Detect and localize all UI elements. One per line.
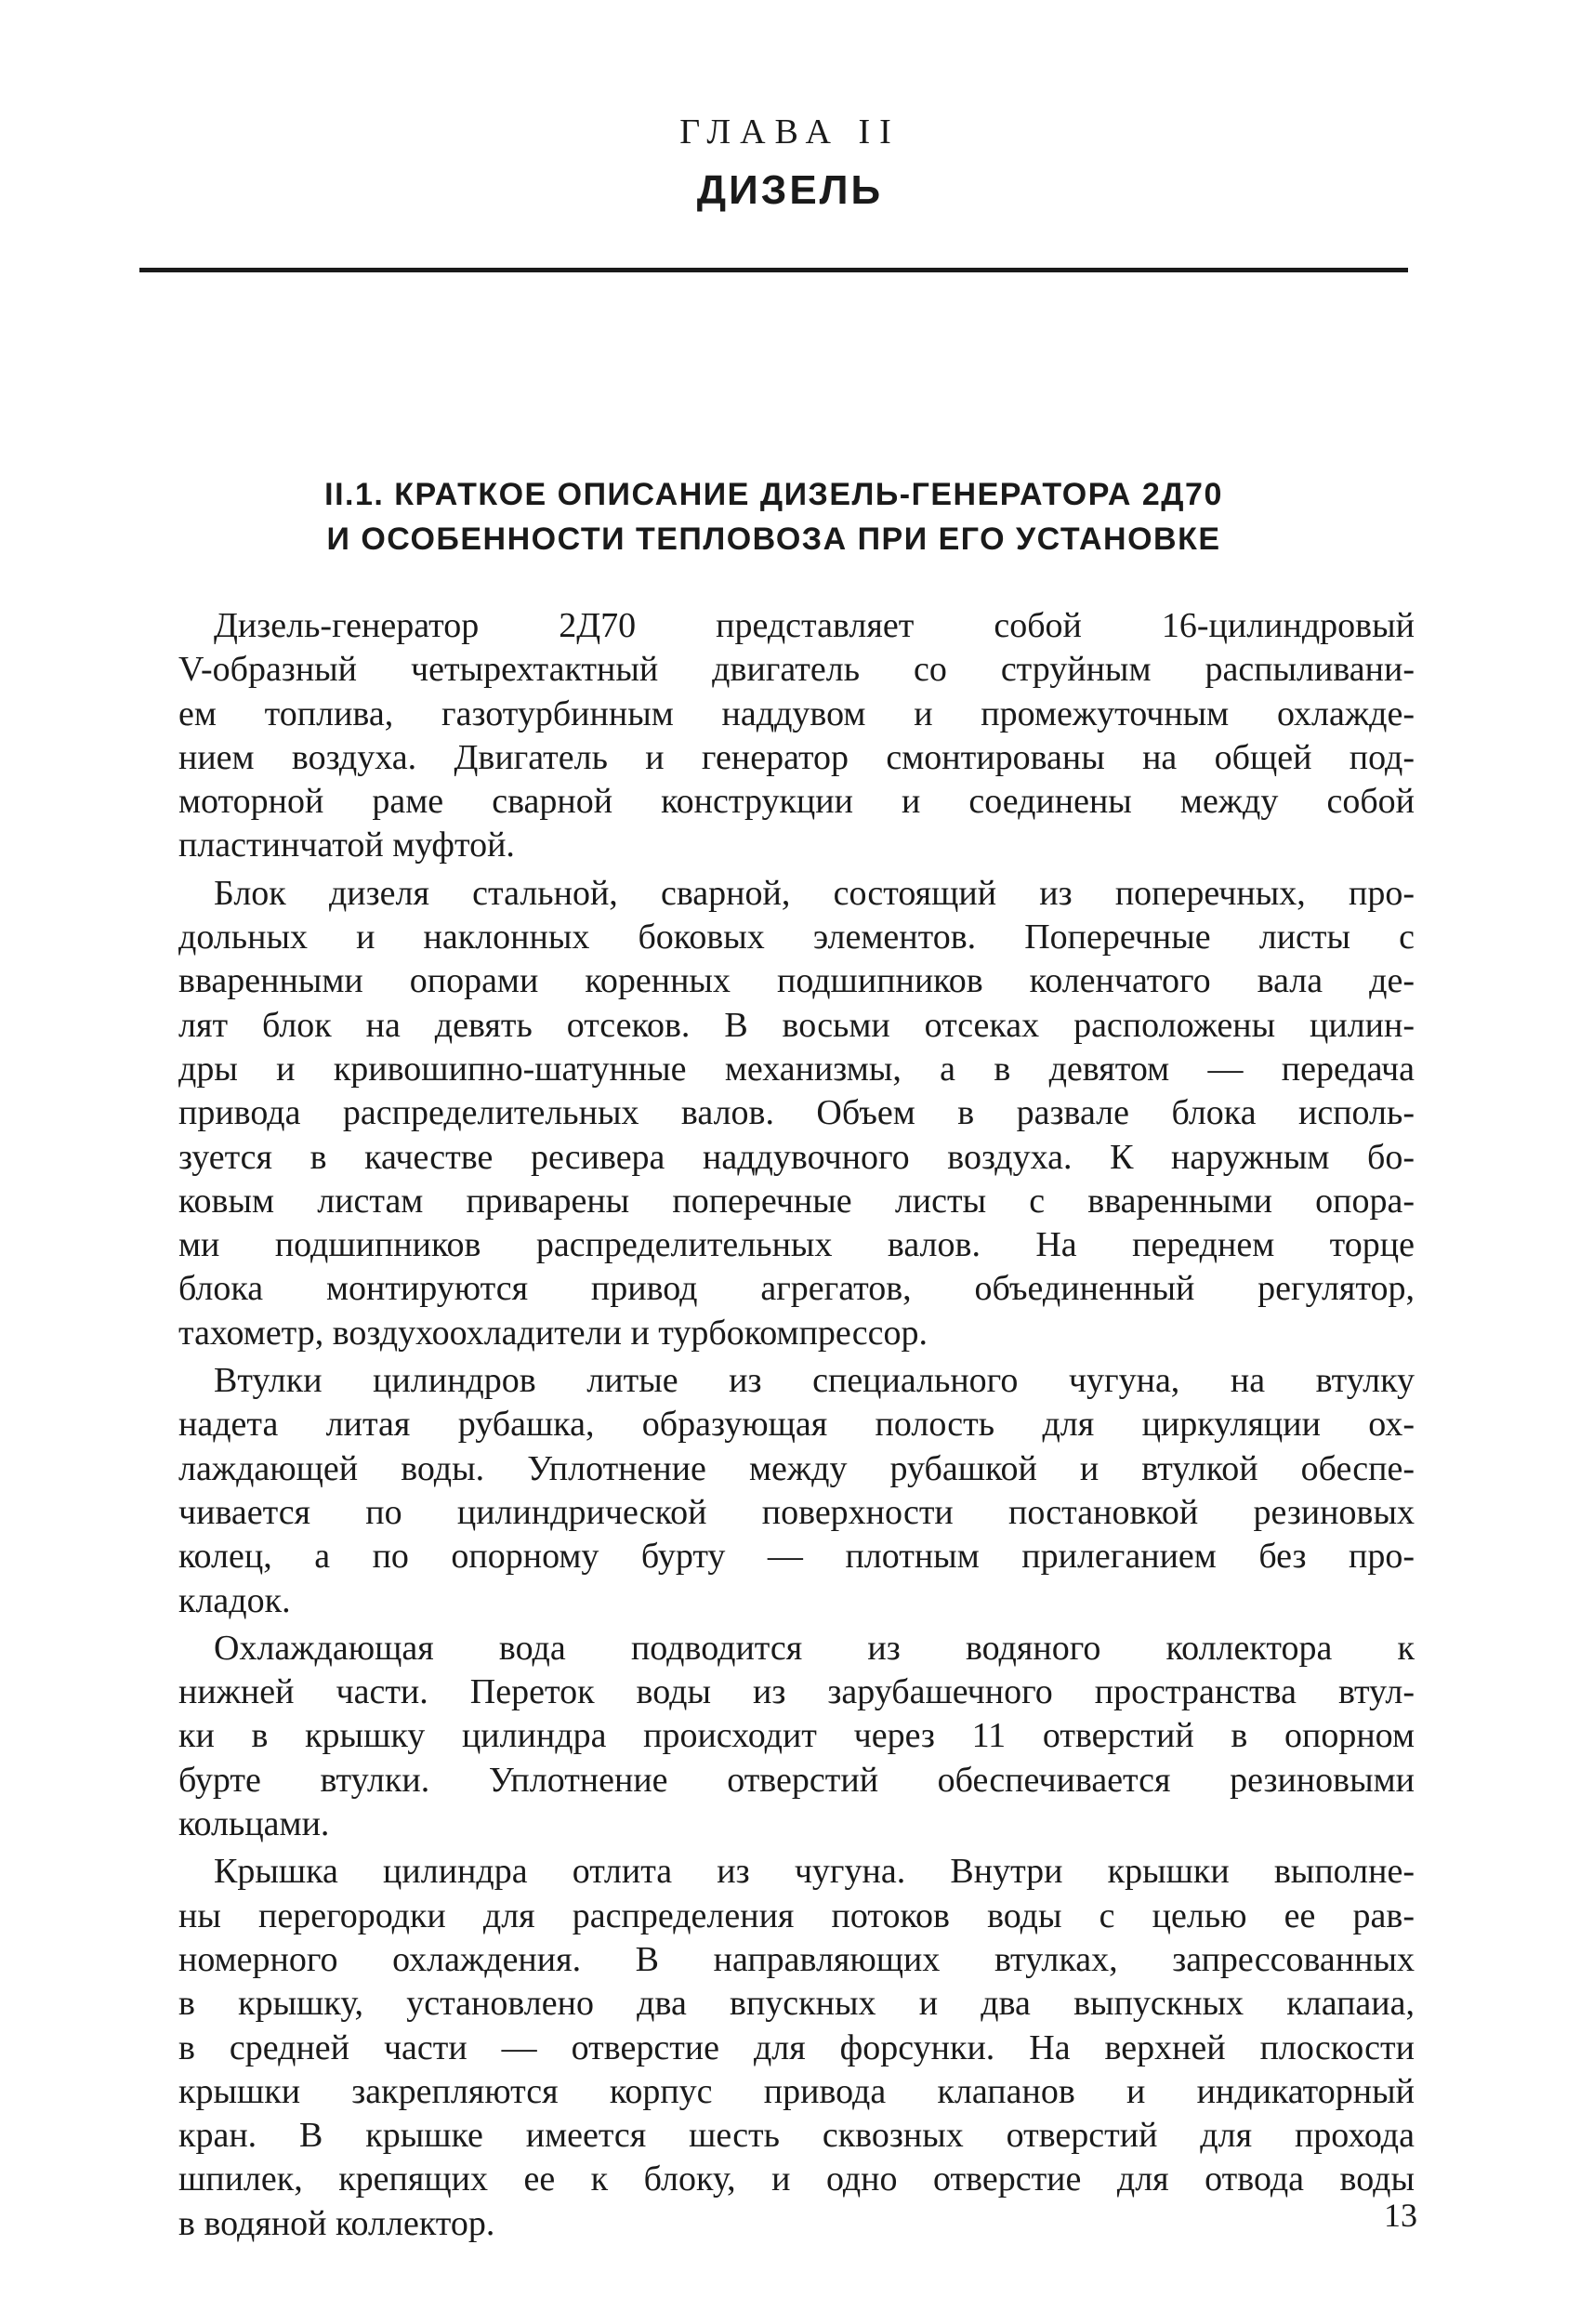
text-line: крышки закрепляются корпус привода клапанов и индикаторный	[178, 2071, 1415, 2111]
text-line: дольных и наклонных боковых элементов. Поперечные листы с	[178, 918, 1415, 957]
text-line: чивается по цилиндрической поверхности постановкой резиновых	[178, 1492, 1415, 1532]
text-line: нижней части. Переток воды из зарубашечного пространства втул-	[178, 1672, 1415, 1712]
text-line: бурте втулки. Уплотнение отверстий обеспечивается резиновыми	[178, 1760, 1415, 1800]
text-line: ны перегородки для распределения потоков воды с целью ее рав-	[178, 1895, 1415, 1935]
text-line: в водяной коллектор.	[178, 2203, 495, 2243]
text-line: Блок дизеля стальной, сварной, состоящий из поперечных, про-	[214, 873, 1415, 913]
text-line: лят блок на девять отсеков. В восьми отсеках расположены цилин-	[178, 1005, 1415, 1045]
text-line: Крышка цилиндра отлита из чугуна. Внутри крышки выполне-	[214, 1852, 1415, 1892]
text-line: блока монтируются привод агрегатов, объединенный регулятор,	[178, 1269, 1415, 1309]
paragraph	[178, 1627, 1415, 1846]
page-number: 13	[1384, 2197, 1417, 2234]
text-line: лаждающей воды. Уплотнение между рубашкой и втулкой обеспе-	[178, 1448, 1415, 1488]
section-heading-line: II.1. КРАТКОЕ ОПИСАНИЕ ДИЗЕЛЬ-ГЕНЕРАТОРА 2Д70	[324, 477, 1223, 512]
text-line: Охлаждающая вода подводится из водяного коллектора к	[214, 1628, 1415, 1668]
text-line: вваренными опорами коренных подшипников коленчатого вала де-	[178, 961, 1415, 1001]
text-line: дры и кривошипно-шатунные механизмы, а в девятом — передача	[178, 1049, 1415, 1089]
paragraph	[178, 1850, 1415, 2246]
text-line: ми подшипников распределительных валов. На переднем торце	[178, 1225, 1415, 1265]
text-line: ковым листам приварены поперечные листы с вваренными опора-	[178, 1181, 1415, 1221]
paragraph	[178, 1359, 1415, 1623]
text-line: пластинчатой муфтой.	[178, 825, 515, 865]
text-line: зуется в качестве ресивера наддувочного воздуха. К наружным бо-	[178, 1137, 1415, 1177]
text-line: V-образный четырехтактный двигатель со струйным распыливани-	[178, 650, 1415, 690]
text-line: в крышку, установлено два впускных и два выпускных клапаиа,	[178, 1984, 1415, 2024]
chapter-title: ДИЗЕЛЬ	[696, 167, 884, 213]
chapter-divider	[139, 268, 1408, 272]
paragraph	[178, 872, 1415, 1355]
text-line: шпилек, крепящих ее к блоку, и одно отверстие для отвода воды	[178, 2159, 1415, 2199]
paragraph	[178, 604, 1415, 868]
text-line: привода распределительных валов. Объем в развале блока исполь-	[178, 1093, 1415, 1133]
text-line: кран. В крышке имеется шесть сквозных отверстий для прохода	[178, 2116, 1415, 2156]
text-line: кольцами.	[178, 1804, 330, 1844]
text-line: кладок.	[178, 1580, 291, 1620]
text-line: нием воздуха. Двигатель и генератор смонтированы на общей под-	[178, 737, 1415, 777]
text-line: моторной раме сварной конструкции и соединены между собой	[178, 782, 1415, 822]
chapter-label: ГЛАВА II	[679, 112, 901, 152]
text-line: в средней части — отверстие для форсунки. На верхней плоскости	[178, 2027, 1415, 2067]
text-line: номерного охлаждения. В направляющих втулках, запрессованных	[178, 1939, 1415, 1979]
section-heading	[139, 472, 1408, 561]
text-line: надета литая рубашка, образующая полость для циркуляции ох-	[178, 1405, 1415, 1445]
text-line: колец, а по опорному бурту — плотным прилеганием без про-	[178, 1537, 1415, 1577]
text-line: тахометр, воздухоохладители и турбокомпрессор.	[178, 1313, 928, 1353]
body-text	[178, 604, 1415, 2250]
text-line: Втулки цилиндров литые из специального чугуна, на втулку	[214, 1361, 1415, 1401]
text-line: Дизель-генератор 2Д70 представляет собой 16-цилиндровый	[214, 606, 1415, 645]
section-heading-line: И ОСОБЕННОСТИ ТЕПЛОВОЗА ПРИ ЕГО УСТАНОВКЕ	[326, 522, 1221, 557]
text-line: ки в крышку цилиндра происходит через 11 отверстий в опорном	[178, 1716, 1415, 1756]
text-line: ем топлива, газотурбинным наддувом и промежуточным охлажде-	[178, 693, 1415, 733]
